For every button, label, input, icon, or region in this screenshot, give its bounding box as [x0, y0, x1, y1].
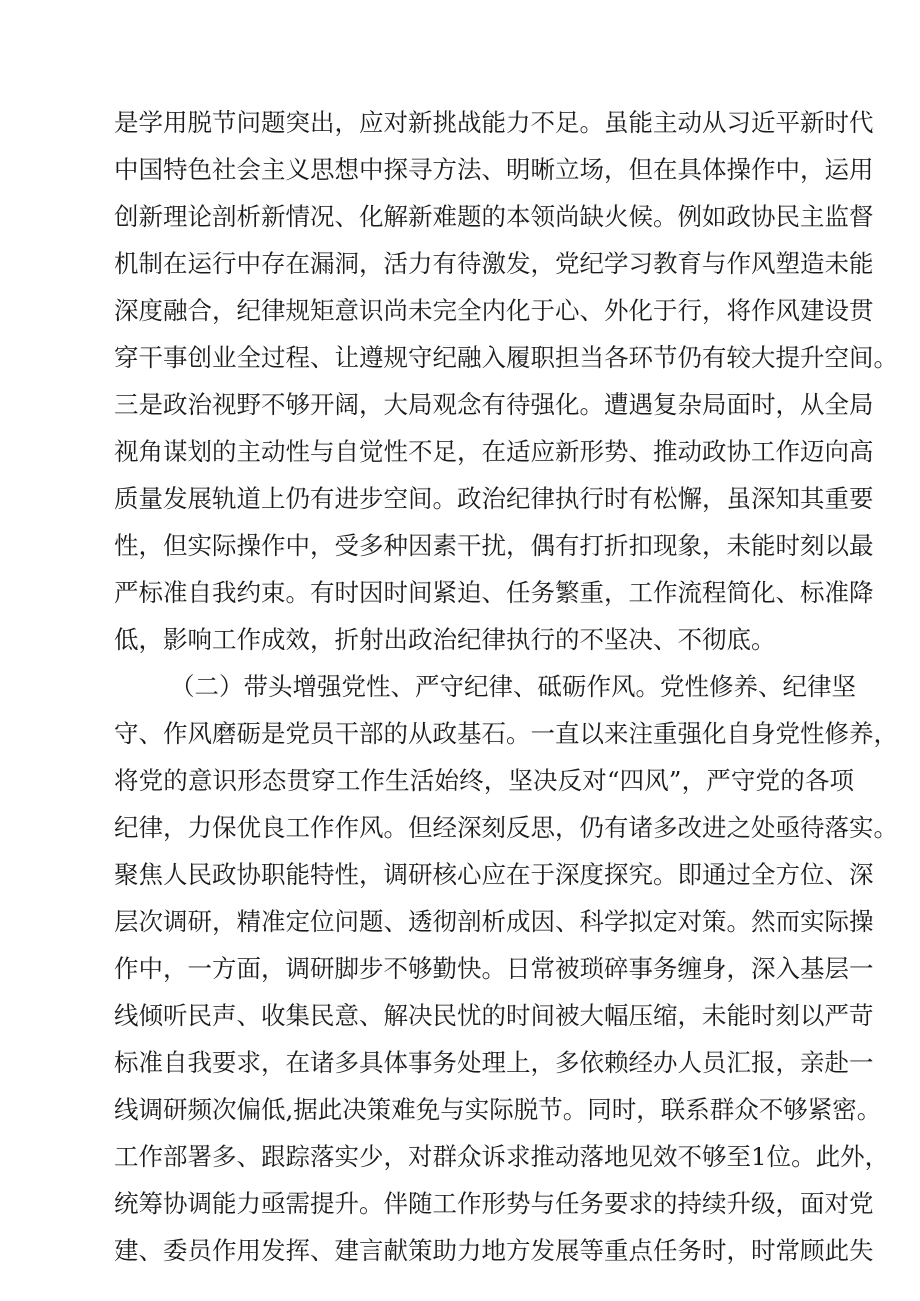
text-line: 三是政治视野不够开阔，大局观念有待强化。遭遇复杂局面时，从全局: [114, 390, 874, 419]
text-line: 守、作风磨砺是党员干部的从政基石。一直以来注重强化自身党性修养，: [114, 719, 898, 748]
text-line: 严标准自我约束。有时因时间紧迫、任务繁重，工作流程简化、标准降: [114, 578, 874, 607]
text-line: 穿干事创业全过程、让遵规守纪融入履职担当各环节仍有较大提升空间。: [114, 343, 898, 372]
text-line: 创新理论剖析新情况、化解新难题的本领尚缺火候。例如政协民主监督: [114, 202, 874, 231]
text-line: 标准自我要求，在诸多具体事务处理上，多依赖经办人员汇报，亲赴一: [114, 1048, 874, 1077]
body-text: [114, 99, 898, 1274]
text-line: 建、委员作用发挥、建言献策助力地方发展等重点任务时，时常顾此失: [114, 1236, 874, 1265]
text-line: 是学用脱节问题突出，应对新挑战能力不足。虽能主动从习近平新时代: [114, 108, 874, 137]
text-line: 性，但实际操作中，受多种因素干扰，偶有打折扣现象，未能时刻以最: [114, 531, 874, 560]
text-line: 将党的意识形态贯穿工作生活始终，坚决反对“四风”，严守党的各项: [114, 766, 854, 795]
text-line: 低，影响工作成效，折射出政治纪律执行的不坚决、不彻底。: [114, 625, 776, 654]
text-line: 深度融合，纪律规矩意识尚未完全内化于心、外化于行，将作风建设贯: [114, 296, 874, 325]
text-line: 质量发展轨道上仍有进步空间。政治纪律执行时有松懈，虽深知其重要: [114, 484, 874, 513]
text-line: 机制在运行中存在漏洞，活力有待激发，党纪学习教育与作风塑造未能: [114, 249, 874, 278]
text-line: 层次调研，精准定位问题、透彻剖析成因、科学拟定对策。然而实际操: [114, 907, 874, 936]
text-line: （二）带头增强党性、严守纪律、砥砺作风。党性修养、纪律坚: [170, 672, 856, 701]
text-line: 统筹协调能力亟需提升。伴随工作形势与任务要求的持续升级，面对党: [114, 1189, 874, 1218]
text-line: 作中，一方面，调研脚步不够勤快。日常被琐碎事务缠身，深入基层一: [114, 954, 874, 983]
text-line: 纪律，力保优良工作作风。但经深刻反思，仍有诸多改进之处亟待落实。: [114, 813, 898, 842]
text-line: 聚焦人民政协职能特性，调研核心应在于深度探究。即通过全方位、深: [114, 860, 874, 889]
text-line: 线倾听民声、收集民意、解决民忧的时间被大幅压缩，未能时刻以严苛: [114, 1001, 874, 1030]
text-line: 线调研频次偏低,据此决策难免与实际脱节。同时，联系群众不够紧密。: [114, 1095, 882, 1124]
text-line: 中国特色社会主义思想中探寻方法、明晰立场，但在具体操作中，运用: [114, 155, 874, 184]
text-line: 工作部署多、跟踪落实少，对群众诉求推动落地见效不够至1位。此外，: [114, 1142, 890, 1171]
text-line: 视角谋划的主动性与自觉性不足，在适应新形势、推动政协工作迈向高: [114, 437, 874, 466]
